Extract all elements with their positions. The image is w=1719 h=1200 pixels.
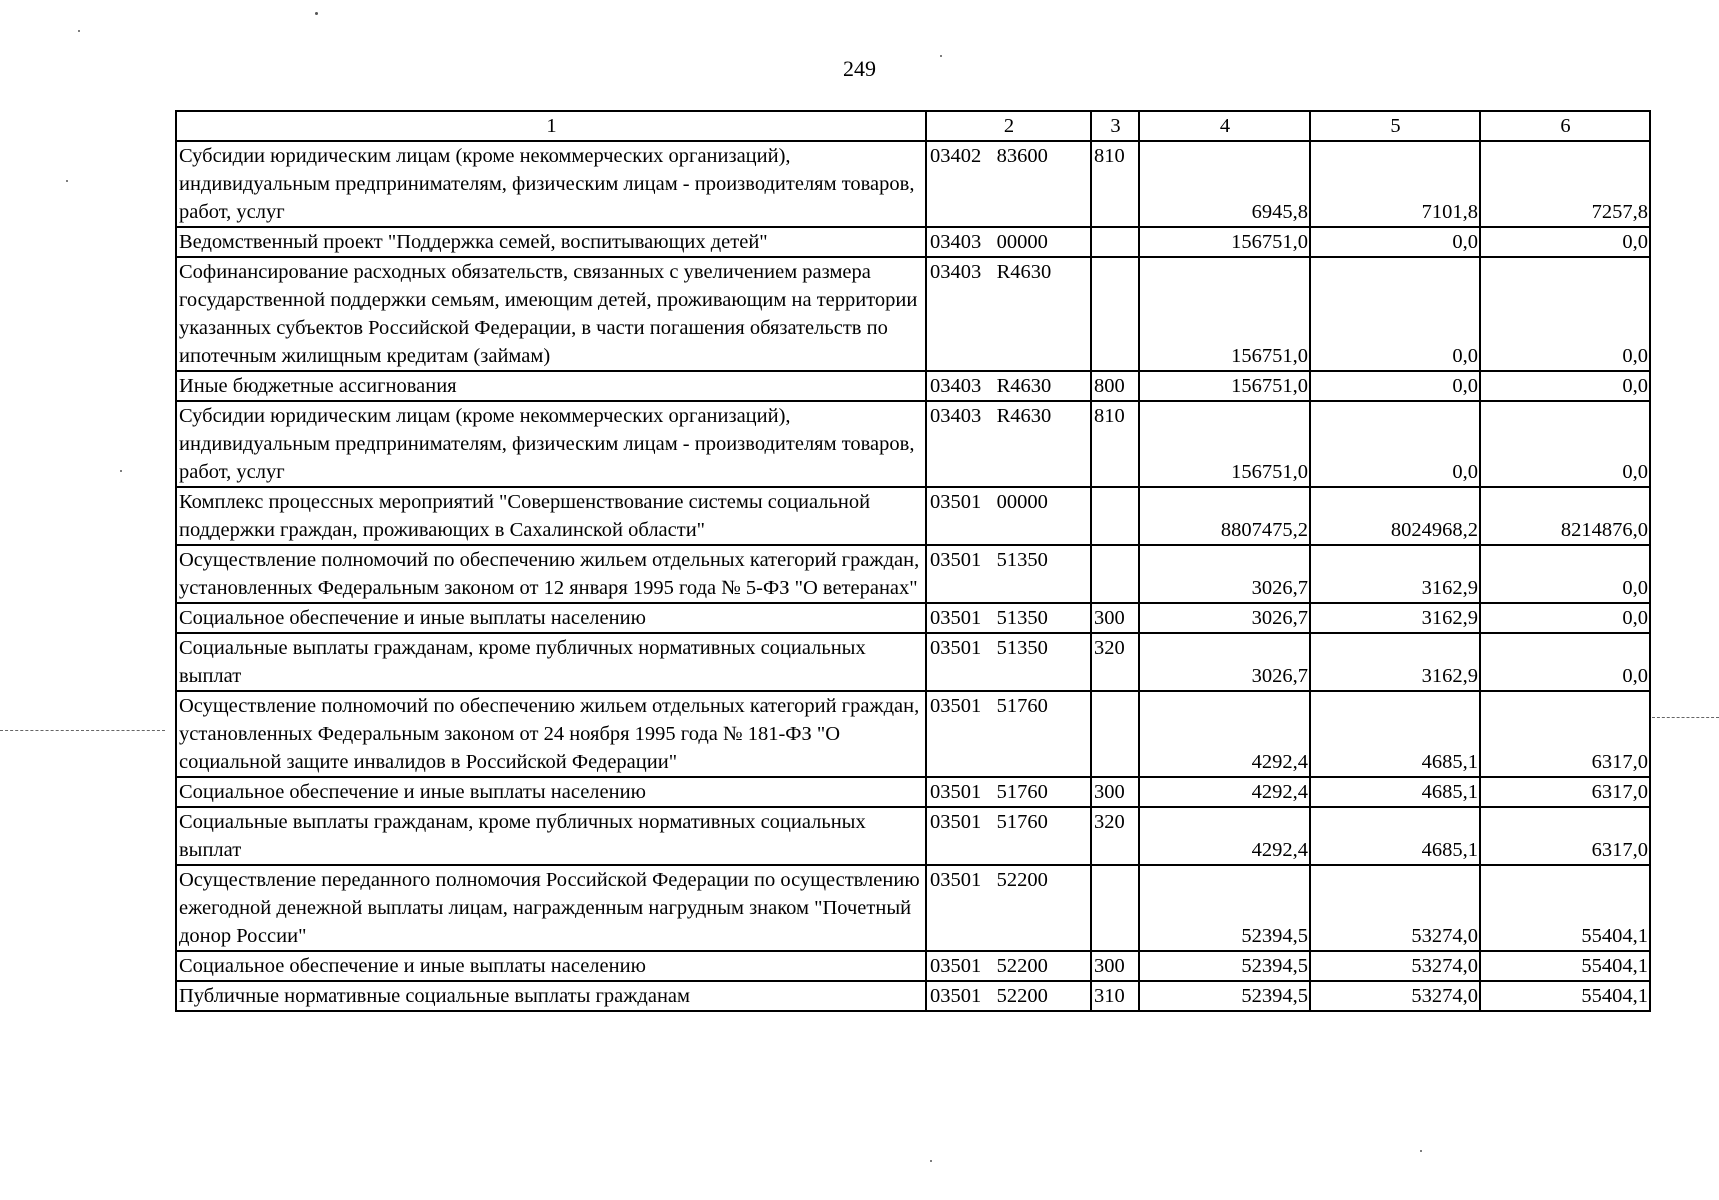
cell-code: 03501 51760: [926, 807, 1091, 865]
cell-name: Социальное обеспечение и иные выплаты населению: [176, 603, 926, 633]
cell-value-col6: 6317,0: [1480, 777, 1650, 807]
table-row: [176, 603, 1650, 633]
scan-speck: [940, 55, 942, 57]
cell-expense-type: [1091, 545, 1139, 603]
cell-value-col5: 53274,0: [1310, 981, 1480, 1011]
cell-value-col4: 8807475,2: [1139, 487, 1310, 545]
cell-value-col5: 0,0: [1310, 227, 1480, 257]
cell-expense-type: 810: [1091, 401, 1139, 487]
cell-value-col5: 53274,0: [1310, 951, 1480, 981]
cell-code: 03501 00000: [926, 487, 1091, 545]
cell-value-col5: 4685,1: [1310, 777, 1480, 807]
cell-value-col6: 0,0: [1480, 633, 1650, 691]
cell-code: 03403 R4630: [926, 257, 1091, 371]
cell-name: Софинансирование расходных обязательств, связанных с увеличением размера государственной поддержки семьям, имеющим детей, проживающим на территории указанных субъектов Российской Федерации, в части погашения обязательств по ипотечным жилищным кредитам (займам): [176, 257, 926, 371]
cell-name: Комплекс процессных мероприятий "Совершенствование системы социальной поддержки граждан, проживающих в Сахалинской области": [176, 487, 926, 545]
cell-value-col5: 3162,9: [1310, 603, 1480, 633]
cell-expense-type: 300: [1091, 951, 1139, 981]
cell-value-col5: 0,0: [1310, 257, 1480, 371]
cell-expense-type: [1091, 257, 1139, 371]
cell-value-col6: 55404,1: [1480, 951, 1650, 981]
table-row: [176, 227, 1650, 257]
cell-name: Осуществление полномочий по обеспечению жильем отдельных категорий граждан, установленных Федеральным законом от 12 января 1995 года № 5-ФЗ "О ветеранах": [176, 545, 926, 603]
cell-code: 03403 00000: [926, 227, 1091, 257]
cell-code: 03501 52200: [926, 951, 1091, 981]
scan-artifact-dash: [1652, 717, 1719, 718]
cell-value-col4: 4292,4: [1139, 691, 1310, 777]
cell-value-col4: 156751,0: [1139, 257, 1310, 371]
cell-value-col4: 52394,5: [1139, 865, 1310, 951]
scan-speck: [1420, 1150, 1422, 1152]
cell-value-col6: 7257,8: [1480, 141, 1650, 227]
cell-value-col4: 4292,4: [1139, 777, 1310, 807]
cell-name: Осуществление переданного полномочия Российской Федерации по осуществлению ежегодной денежной выплаты лицам, награжденным нагрудным знаком "Почетный донор России": [176, 865, 926, 951]
cell-expense-type: [1091, 487, 1139, 545]
cell-expense-type: 300: [1091, 777, 1139, 807]
table-body: [176, 141, 1650, 1011]
cell-name: Осуществление полномочий по обеспечению жильем отдельных категорий граждан, установленных Федеральным законом от 24 ноября 1995 года № 181-ФЗ "О социальной защите инвалидов в Российской Федерации": [176, 691, 926, 777]
header-col-5: 5: [1310, 111, 1480, 141]
scan-artifact-dash: [0, 730, 165, 731]
cell-value-col5: 4685,1: [1310, 691, 1480, 777]
cell-value-col6: 0,0: [1480, 257, 1650, 371]
table-row: [176, 807, 1650, 865]
table-row: [176, 487, 1650, 545]
table-row: [176, 257, 1650, 371]
cell-expense-type: 810: [1091, 141, 1139, 227]
cell-value-col6: 0,0: [1480, 227, 1650, 257]
cell-value-col6: 55404,1: [1480, 865, 1650, 951]
cell-value-col6: 0,0: [1480, 371, 1650, 401]
cell-value-col6: 6317,0: [1480, 691, 1650, 777]
cell-name: Социальное обеспечение и иные выплаты населению: [176, 777, 926, 807]
cell-code: 03501 52200: [926, 981, 1091, 1011]
cell-value-col5: 8024968,2: [1310, 487, 1480, 545]
cell-value-col6: 0,0: [1480, 545, 1650, 603]
cell-code: 03501 51350: [926, 603, 1091, 633]
scan-speck: [315, 12, 318, 15]
header-col-2: 2: [926, 111, 1091, 141]
cell-name: Субсидии юридическим лицам (кроме некоммерческих организаций), индивидуальным предпринимателям, физическим лицам - производителям товаров, работ, услуг: [176, 401, 926, 487]
cell-name: Иные бюджетные ассигнования: [176, 371, 926, 401]
cell-value-col6: 0,0: [1480, 603, 1650, 633]
scan-speck: [930, 1160, 932, 1162]
cell-value-col5: 3162,9: [1310, 633, 1480, 691]
cell-value-col5: 3162,9: [1310, 545, 1480, 603]
cell-expense-type: [1091, 227, 1139, 257]
scan-speck: [66, 180, 68, 182]
table-row: [176, 141, 1650, 227]
cell-value-col4: 6945,8: [1139, 141, 1310, 227]
cell-expense-type: 310: [1091, 981, 1139, 1011]
table-row: [176, 633, 1650, 691]
cell-value-col4: 3026,7: [1139, 603, 1310, 633]
cell-name: Ведомственный проект "Поддержка семей, воспитывающих детей": [176, 227, 926, 257]
cell-expense-type: [1091, 865, 1139, 951]
cell-value-col5: 7101,8: [1310, 141, 1480, 227]
header-col-1: 1: [176, 111, 926, 141]
cell-name: Социальные выплаты гражданам, кроме публичных нормативных социальных выплат: [176, 807, 926, 865]
scan-speck: [78, 30, 80, 32]
cell-value-col4: 52394,5: [1139, 981, 1310, 1011]
cell-value-col4: 4292,4: [1139, 807, 1310, 865]
cell-expense-type: [1091, 691, 1139, 777]
header-col-6: 6: [1480, 111, 1650, 141]
cell-value-col4: 52394,5: [1139, 951, 1310, 981]
cell-expense-type: 320: [1091, 633, 1139, 691]
cell-expense-type: 800: [1091, 371, 1139, 401]
table-row: [176, 401, 1650, 487]
cell-name: Субсидии юридическим лицам (кроме некоммерческих организаций), индивидуальным предпринимателям, физическим лицам - производителям товаров, работ, услуг: [176, 141, 926, 227]
cell-expense-type: 320: [1091, 807, 1139, 865]
cell-name: Публичные нормативные социальные выплаты гражданам: [176, 981, 926, 1011]
cell-name: Социальное обеспечение и иные выплаты населению: [176, 951, 926, 981]
scan-speck: [120, 470, 122, 472]
table-row: [176, 951, 1650, 981]
cell-value-col4: 156751,0: [1139, 227, 1310, 257]
table-row: [176, 865, 1650, 951]
budget-table: [175, 110, 1651, 1012]
table-row: [176, 981, 1650, 1011]
cell-value-col6: 55404,1: [1480, 981, 1650, 1011]
cell-value-col5: 0,0: [1310, 401, 1480, 487]
cell-value-col4: 3026,7: [1139, 545, 1310, 603]
cell-code: 03501 51350: [926, 633, 1091, 691]
cell-value-col5: 53274,0: [1310, 865, 1480, 951]
cell-value-col6: 8214876,0: [1480, 487, 1650, 545]
table-row: [176, 691, 1650, 777]
cell-code: 03403 R4630: [926, 371, 1091, 401]
cell-name: Социальные выплаты гражданам, кроме публичных нормативных социальных выплат: [176, 633, 926, 691]
cell-value-col6: 6317,0: [1480, 807, 1650, 865]
table-row: [176, 545, 1650, 603]
cell-value-col4: 3026,7: [1139, 633, 1310, 691]
table-header-row: [176, 111, 1650, 141]
header-col-4: 4: [1139, 111, 1310, 141]
table-row: [176, 777, 1650, 807]
cell-value-col6: 0,0: [1480, 401, 1650, 487]
table-row: [176, 371, 1650, 401]
cell-code: 03403 R4630: [926, 401, 1091, 487]
cell-value-col5: 4685,1: [1310, 807, 1480, 865]
page-number: 249: [843, 56, 876, 81]
cell-expense-type: 300: [1091, 603, 1139, 633]
cell-value-col4: 156751,0: [1139, 401, 1310, 487]
cell-value-col4: 156751,0: [1139, 371, 1310, 401]
cell-code: 03501 51350: [926, 545, 1091, 603]
cell-code: 03501 51760: [926, 691, 1091, 777]
cell-value-col5: 0,0: [1310, 371, 1480, 401]
cell-code: 03501 52200: [926, 865, 1091, 951]
header-col-3: 3: [1091, 111, 1139, 141]
cell-code: 03501 51760: [926, 777, 1091, 807]
cell-code: 03402 83600: [926, 141, 1091, 227]
budget-table-container: [175, 110, 1649, 1012]
